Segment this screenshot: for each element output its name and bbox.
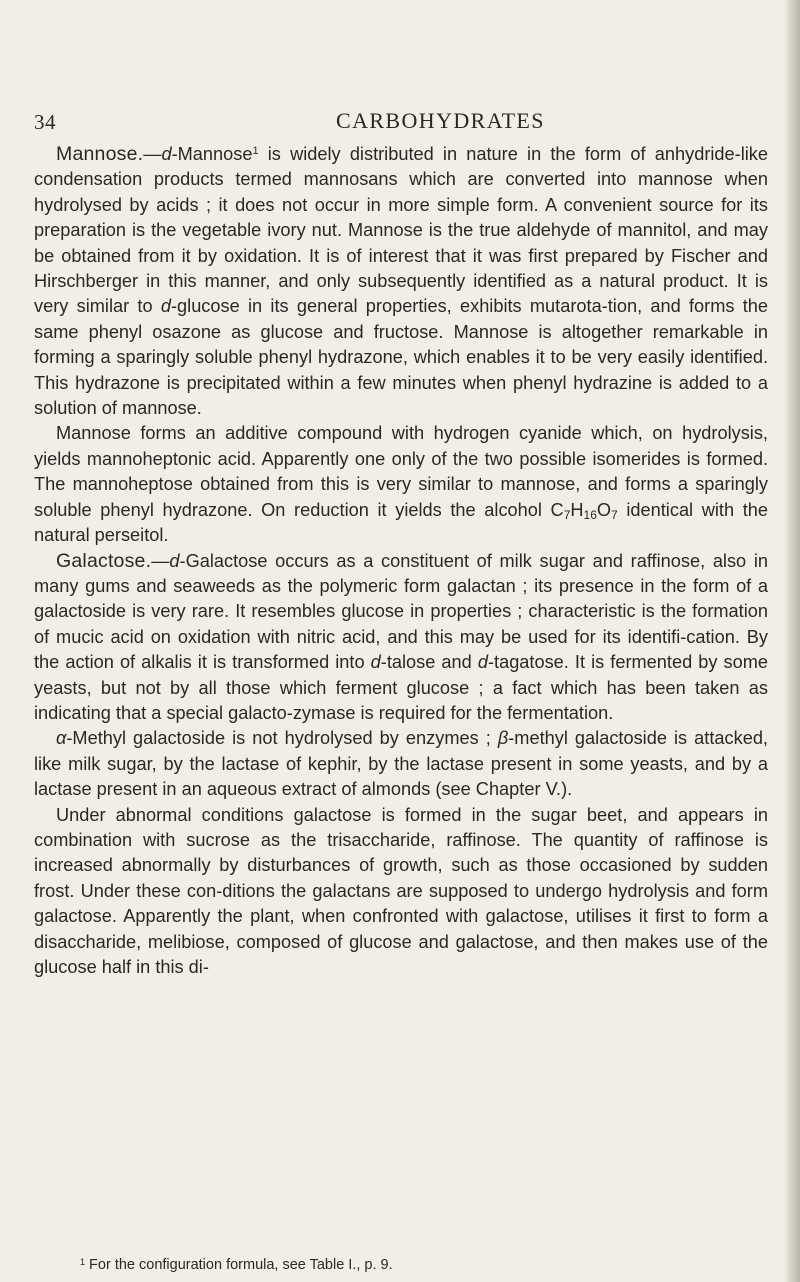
section-heading-galactose: Galactose. [56, 549, 152, 572]
formula-element: H [570, 499, 584, 520]
term-mannose: -Mannose [171, 144, 253, 164]
page-edge-shadow [784, 0, 800, 1282]
alpha-symbol: α [56, 728, 67, 749]
d-prefix: d [477, 652, 488, 673]
text-run: -methyl galactoside is attacked, like milk sugar, by the lactase of kephir, by the lactase present in some yeasts, and by a lactase present in an aqueous extract of almonds (see Chapter V.). [34, 728, 768, 800]
text-run: Mannose forms an additive compound with hydrogen cyanide which, on hydrolysis, yields mannoheptonic acid. Apparently one only of the two possible isomerides is formed. The mannoheptose obtained from this is very similar to mannose, and forms a sparingly soluble phenyl hydrazone. On reduction it yields the alcohol C [34, 423, 768, 520]
formula-subscript: 7 [563, 507, 571, 522]
footnote-marker: 1 [80, 1257, 86, 1267]
page-number: 34 [34, 110, 56, 134]
text-run: identical with the natural perseitol. [34, 499, 769, 546]
footnote-text: For the configuration formula, see Table I., p. 9. [85, 1257, 393, 1273]
formula-subscript: 7 [611, 507, 618, 522]
text-run: is widely distributed in nature in the form of anhydride-like condensation products termed mannosans which are converted into mannose when hydrolysed by acids ; it does not occur in more simple form. A convenient source for its preparation is the vegetable ivory nut. Mannose is the true aldehyde of mannitol, and may be obtained from it by oxidation. It is of interest that it was first prepared by Fischer and Hirschberger in this manner, and only subsequently identified as a natural product. It is very similar to [34, 144, 768, 317]
running-title: CARBOHYDRATES [336, 108, 545, 133]
text-run: -tagatose. It is fermented by some yeasts, but not by all those which ferment glucose ; a fact which has been taken as indicating that a special galacto-zymase is required for the fermentation. [34, 652, 768, 723]
formula-subscript: 16 [583, 507, 597, 522]
paragraph-mannoheptose [34, 421, 768, 548]
text-run: -glucose in its general properties, exhibits mutarota-tion, and forms the same phenyl osazone as glucose and fructose. Mannose is altogether remarkable in forming a sparingly soluble phenyl hydrazone, which enables it to be very easily identified. This hydrazone is precipitated within a few minutes when phenyl hydrazine is added to a solution of mannose. [34, 296, 768, 419]
em-dash: — [143, 144, 162, 164]
section-heading-mannose: Mannose. [56, 143, 144, 165]
d-prefix: d [161, 144, 172, 164]
d-prefix: d [169, 550, 180, 571]
paragraph-mannose [34, 142, 768, 421]
d-prefix: d [370, 652, 381, 673]
text-run: -Methyl galactoside is not hydrolysed by enzymes ; [66, 728, 498, 749]
footnote [80, 1256, 760, 1274]
formula-element: O [596, 499, 612, 520]
beta-symbol: β [497, 728, 509, 749]
paragraph-methyl-galactoside [34, 726, 768, 802]
d-prefix: d [160, 296, 171, 317]
text-run: -talose and [380, 652, 478, 673]
em-dash: — [151, 550, 170, 571]
text-run: -Galactose occurs as a constituent of milk sugar and raffinose, also in many gums and seaweeds as the polymeric form galactan ; its presence in the form of a galactoside is very rare. It resembles glucose in properties ; characteristic is the formation of mucic acid on oxidation with nitric acid, and this may be used for its identifi-cation. By the action of alkalis it is transformed into [34, 550, 768, 673]
page-header [0, 106, 800, 136]
paragraph-galactose [34, 549, 768, 727]
footnote-ref: 1 [252, 145, 259, 157]
body-text [34, 142, 768, 980]
paragraph-raffinose: Under abnormal conditions galactose is formed in the sugar beet, and appears in combination with sucrose as the trisaccharide, raffinose. The quantity of raffinose is increased abnormally by disturbances of growth, such as those occasioned by sudden frost. Under these con-ditions the galactans are supposed to undergo hydrolysis and form galactose. Apparently the plant, when confronted with galactose, utilises it first to form a disaccharide, melibiose, composed of glucose and galactose, and then makes use of the glucose half in this di- [34, 804, 768, 977]
